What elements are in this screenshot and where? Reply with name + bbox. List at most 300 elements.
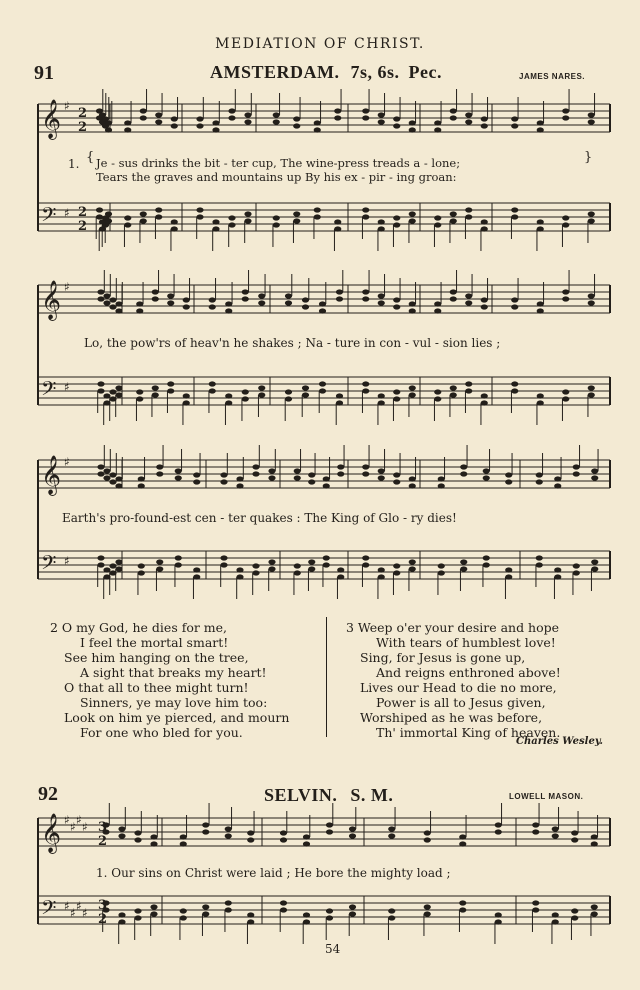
- note-head: [334, 219, 341, 224]
- treble-clef-icon: 𝄞: [41, 455, 62, 495]
- note-head: [244, 119, 251, 124]
- note-head: [285, 300, 292, 305]
- note-head: [511, 388, 518, 393]
- note-head: [536, 472, 543, 477]
- note-head: [460, 464, 467, 469]
- note-head: [285, 389, 292, 394]
- note-head: [293, 116, 300, 121]
- note-head: [97, 381, 104, 386]
- note-head: [212, 219, 219, 224]
- note-head: [225, 400, 232, 405]
- note-head: [156, 471, 163, 476]
- time-signature: 2: [78, 205, 88, 220]
- note-head: [326, 915, 333, 920]
- note-head: [103, 567, 110, 572]
- note-head: [156, 566, 163, 571]
- note-head: [334, 115, 341, 120]
- note-head: [196, 116, 203, 121]
- tune-name: AMSTERDAM.: [210, 62, 340, 82]
- note-head: [588, 211, 595, 216]
- note-head: [152, 296, 159, 301]
- note-head: [171, 116, 178, 121]
- note-head: [193, 479, 200, 484]
- bass-clef-icon: 𝄢: [41, 551, 57, 579]
- note-head: [236, 483, 243, 488]
- note-head: [537, 301, 544, 306]
- treble-clef-icon: 𝄞: [41, 99, 62, 139]
- note-head: [220, 472, 227, 477]
- note-head: [228, 215, 235, 220]
- note-head: [225, 826, 232, 831]
- note-head: [136, 301, 143, 306]
- note-head: [323, 476, 330, 481]
- note-head: [193, 574, 200, 579]
- time-signature: 3: [98, 898, 108, 913]
- note-head: [481, 116, 488, 121]
- note-head: [554, 567, 561, 572]
- note-head: [97, 388, 104, 393]
- note-head: [115, 483, 122, 488]
- note-head: [97, 296, 104, 301]
- note-head: [314, 120, 321, 125]
- note-head: [465, 388, 472, 393]
- note-head: [434, 389, 441, 394]
- note-head: [537, 120, 544, 125]
- note-head: [183, 393, 190, 398]
- note-head: [378, 567, 385, 572]
- note-head: [434, 215, 441, 220]
- note-head: [334, 108, 341, 113]
- note-head: [505, 479, 512, 484]
- tune-meter: 7s, 6s.: [350, 62, 400, 82]
- note-head: [465, 207, 472, 212]
- stanza-3-line: 3 Weep o'er your desire and hope: [346, 620, 560, 635]
- note-head: [495, 919, 502, 924]
- stanza-2-line: O that all to thee might turn!: [64, 680, 249, 695]
- note-head: [571, 837, 578, 842]
- sharp-icon: ♯: [64, 280, 70, 294]
- note-head: [136, 389, 143, 394]
- stanza-2-line: A sight that breaks my heart!: [80, 665, 267, 680]
- note-head: [138, 476, 145, 481]
- note-head: [362, 562, 369, 567]
- note-head: [258, 293, 265, 298]
- note-head: [591, 834, 598, 839]
- note-head: [323, 562, 330, 567]
- note-head: [537, 400, 544, 405]
- note-head: [280, 907, 287, 912]
- note-head: [193, 472, 200, 477]
- note-head: [388, 826, 395, 831]
- note-head: [242, 389, 249, 394]
- note-head: [183, 304, 190, 309]
- note-head: [109, 479, 116, 484]
- note-head: [247, 912, 254, 917]
- note-head: [209, 388, 216, 393]
- time-signature: 3: [98, 820, 108, 835]
- note-head: [209, 304, 216, 309]
- note-head: [481, 393, 488, 398]
- note-head: [424, 911, 431, 916]
- note-head: [481, 123, 488, 128]
- note-head: [537, 308, 544, 313]
- note-head: [167, 381, 174, 386]
- note-head: [434, 120, 441, 125]
- note-head: [156, 559, 163, 564]
- note-head: [193, 567, 200, 572]
- hymn-number-92: 92: [38, 783, 58, 805]
- lyric-line-1a: Je - sus drinks the bit - ter cup, The wine-press treads a - lone;: [96, 156, 461, 170]
- note-head: [308, 559, 315, 564]
- note-head: [378, 393, 385, 398]
- note-head: [349, 904, 356, 909]
- note-head: [326, 908, 333, 913]
- note-head: [171, 219, 178, 224]
- note-head: [273, 222, 280, 227]
- note-head: [293, 218, 300, 223]
- note-head: [362, 388, 369, 393]
- brace-right: }: [584, 150, 593, 165]
- note-head: [378, 468, 385, 473]
- note-head: [196, 123, 203, 128]
- note-head: [319, 388, 326, 393]
- note-head: [124, 215, 131, 220]
- note-head: [495, 912, 502, 917]
- note-head: [175, 562, 182, 567]
- note-head: [562, 215, 569, 220]
- note-head: [180, 915, 187, 920]
- note-head: [378, 119, 385, 124]
- note-head: [552, 833, 559, 838]
- note-head: [136, 396, 143, 401]
- note-head: [293, 211, 300, 216]
- note-head: [155, 207, 162, 212]
- note-head: [465, 381, 472, 386]
- note-head: [167, 293, 174, 298]
- note-head: [167, 300, 174, 305]
- note-head: [175, 475, 182, 480]
- note-head: [109, 304, 116, 309]
- note-head: [244, 112, 251, 117]
- note-head: [268, 468, 275, 473]
- note-head: [438, 476, 445, 481]
- note-head: [573, 570, 580, 575]
- note-head: [511, 123, 518, 128]
- note-head: [378, 219, 385, 224]
- note-head: [236, 476, 243, 481]
- note-head: [552, 912, 559, 917]
- stanza-3-line: Sing, for Jesus is gone up,: [360, 650, 526, 665]
- sharp-icon: ♯: [70, 820, 76, 834]
- note-head: [303, 841, 310, 846]
- note-head: [134, 915, 141, 920]
- note-head: [554, 476, 561, 481]
- note-head: [409, 127, 416, 132]
- author-credit: Charles Wesley.: [516, 736, 603, 747]
- note-head: [571, 830, 578, 835]
- note-head: [97, 562, 104, 567]
- note-head: [336, 296, 343, 301]
- sharp-icon: ♯: [64, 554, 70, 568]
- note-head: [242, 396, 249, 401]
- note-head: [196, 207, 203, 212]
- note-head: [591, 559, 598, 564]
- note-head: [175, 555, 182, 560]
- note-head: [388, 915, 395, 920]
- sharp-icon: ♯: [64, 899, 70, 913]
- note-head: [505, 574, 512, 579]
- note-head: [573, 464, 580, 469]
- note-head: [336, 289, 343, 294]
- tune-name: SELVIN.: [264, 785, 338, 805]
- note-head: [409, 385, 416, 390]
- note-head: [138, 563, 145, 568]
- note-head: [152, 392, 159, 397]
- note-head: [96, 207, 103, 212]
- note-head: [302, 304, 309, 309]
- note-head: [268, 559, 275, 564]
- note-head: [105, 120, 112, 125]
- note-head: [319, 381, 326, 386]
- note-head: [536, 555, 543, 560]
- note-head: [225, 900, 232, 905]
- sharp-icon: ♯: [64, 380, 70, 394]
- note-head: [336, 393, 343, 398]
- note-head: [118, 912, 125, 917]
- note-head: [591, 566, 598, 571]
- stanza-3-line: Worshiped as he was before,: [360, 710, 543, 725]
- stanza-3-line: Th' immortal King of heaven.: [376, 725, 561, 740]
- stanza-3-line: With tears of humblest love!: [376, 635, 556, 650]
- note-head: [252, 464, 259, 469]
- note-head: [337, 574, 344, 579]
- note-head: [511, 304, 518, 309]
- note-head: [481, 304, 488, 309]
- note-head: [459, 834, 466, 839]
- sharp-icon: ♯: [70, 906, 76, 920]
- note-head: [409, 476, 416, 481]
- note-head: [388, 908, 395, 913]
- note-head: [362, 296, 369, 301]
- note-head: [258, 385, 265, 390]
- note-head: [202, 829, 209, 834]
- note-head: [236, 574, 243, 579]
- time-signature: 2: [78, 219, 88, 234]
- note-head: [136, 308, 143, 313]
- note-head: [124, 222, 131, 227]
- note-head: [156, 464, 163, 469]
- lyric-line-3: Earth's pro-found-est cen - ter quakes : The King of Glo - ry dies!: [62, 511, 457, 525]
- note-head: [562, 389, 569, 394]
- note-head: [409, 308, 416, 313]
- tune-meter-note: Pec.: [408, 62, 442, 82]
- hymn-number-91: 91: [34, 62, 54, 84]
- note-head: [459, 900, 466, 905]
- note-head: [302, 297, 309, 302]
- note-head: [362, 555, 369, 560]
- note-head: [378, 293, 385, 298]
- note-head: [588, 392, 595, 397]
- note-head: [308, 566, 315, 571]
- note-head: [378, 475, 385, 480]
- note-head: [319, 308, 326, 313]
- note-head: [393, 563, 400, 568]
- note-head: [393, 304, 400, 309]
- note-head: [336, 400, 343, 405]
- note-head: [118, 826, 125, 831]
- note-head: [314, 214, 321, 219]
- note-head: [150, 841, 157, 846]
- note-head: [103, 293, 110, 298]
- note-head: [532, 907, 539, 912]
- note-head: [109, 389, 116, 394]
- note-head: [483, 475, 490, 480]
- note-head: [465, 119, 472, 124]
- stanza-3-line: Power is all to Jesus given,: [376, 695, 546, 710]
- sharp-icon: ♯: [76, 813, 82, 827]
- note-head: [532, 829, 539, 834]
- note-head: [285, 293, 292, 298]
- note-head: [294, 570, 301, 575]
- note-head: [258, 300, 265, 305]
- note-head: [323, 483, 330, 488]
- note-head: [378, 300, 385, 305]
- note-head: [225, 393, 232, 398]
- note-head: [378, 400, 385, 405]
- note-head: [409, 218, 416, 223]
- note-head: [511, 381, 518, 386]
- note-head: [138, 483, 145, 488]
- note-head: [465, 300, 472, 305]
- sharp-icon: ♯: [76, 899, 82, 913]
- note-head: [483, 562, 490, 567]
- note-head: [337, 567, 344, 572]
- note-head: [334, 226, 341, 231]
- note-head: [118, 833, 125, 838]
- tune-title-selvin: [264, 785, 393, 806]
- lyric-line-1b: Tears the graves and mountains up By his ex - pir - ing groan:: [96, 170, 457, 184]
- note-head: [103, 468, 110, 473]
- page-number: 54: [325, 942, 341, 956]
- note-head: [393, 297, 400, 302]
- note-head: [140, 218, 147, 223]
- sharp-icon: ♯: [64, 206, 70, 220]
- note-head: [409, 483, 416, 488]
- note-head: [167, 388, 174, 393]
- note-head: [337, 464, 344, 469]
- note-head: [242, 289, 249, 294]
- note-head: [393, 123, 400, 128]
- stanza-2-line: I feel the mortal smart!: [80, 635, 229, 650]
- note-head: [212, 127, 219, 132]
- note-head: [115, 566, 122, 571]
- stanza-2-line: 2 O my God, he dies for me,: [50, 620, 228, 635]
- note-head: [140, 211, 147, 216]
- note-head: [460, 566, 467, 571]
- note-head: [591, 911, 598, 916]
- note-head: [302, 385, 309, 390]
- note-head: [481, 226, 488, 231]
- note-head: [115, 385, 122, 390]
- note-head: [362, 214, 369, 219]
- note-head: [228, 115, 235, 120]
- note-head: [115, 301, 122, 306]
- note-head: [273, 112, 280, 117]
- note-head: [155, 119, 162, 124]
- note-head: [97, 464, 104, 469]
- note-head: [481, 297, 488, 302]
- note-head: [393, 472, 400, 477]
- sharp-icon: ♯: [64, 813, 70, 827]
- note-head: [225, 833, 232, 838]
- composer-91: JAMES NARES.: [519, 72, 586, 81]
- note-head: [588, 112, 595, 117]
- note-head: [588, 385, 595, 390]
- treble-clef-icon: 𝄞: [41, 813, 62, 853]
- note-head: [202, 911, 209, 916]
- stanza-2-line: Sinners, ye may love him too:: [80, 695, 268, 710]
- time-signature: 2: [98, 912, 108, 927]
- note-head: [220, 479, 227, 484]
- note-head: [244, 218, 251, 223]
- note-head: [109, 563, 116, 568]
- note-head: [362, 115, 369, 120]
- note-head: [460, 471, 467, 476]
- note-head: [293, 123, 300, 128]
- note-head: [97, 555, 104, 560]
- note-head: [302, 392, 309, 397]
- note-head: [591, 468, 598, 473]
- note-head: [220, 555, 227, 560]
- note-head: [362, 207, 369, 212]
- note-head: [96, 214, 103, 219]
- composer-92: LOWELL MASON.: [509, 792, 584, 801]
- note-head: [362, 289, 369, 294]
- note-head: [109, 297, 116, 302]
- note-head: [434, 396, 441, 401]
- note-head: [105, 211, 112, 216]
- note-head: [465, 293, 472, 298]
- note-head: [495, 822, 502, 827]
- note-head: [562, 222, 569, 227]
- note-head: [273, 119, 280, 124]
- note-head: [273, 215, 280, 220]
- note-head: [505, 472, 512, 477]
- note-head: [314, 127, 321, 132]
- brace-left: {: [86, 150, 95, 165]
- note-head: [481, 219, 488, 224]
- note-head: [202, 904, 209, 909]
- lyric-line-92-1: 1. Our sins on Christ were laid ; He bore the mighty load ;: [96, 866, 451, 880]
- note-head: [252, 471, 259, 476]
- note-head: [228, 222, 235, 227]
- note-head: [409, 559, 416, 564]
- note-head: [225, 907, 232, 912]
- note-head: [247, 919, 254, 924]
- note-head: [362, 381, 369, 386]
- note-head: [511, 214, 518, 219]
- note-head: [424, 830, 431, 835]
- note-head: [155, 112, 162, 117]
- sharp-icon: ♯: [64, 455, 70, 469]
- note-head: [118, 919, 125, 924]
- note-head: [180, 834, 187, 839]
- note-head: [409, 120, 416, 125]
- note-head: [308, 479, 315, 484]
- stanza-2: [50, 620, 289, 740]
- note-head: [393, 116, 400, 121]
- note-head: [562, 396, 569, 401]
